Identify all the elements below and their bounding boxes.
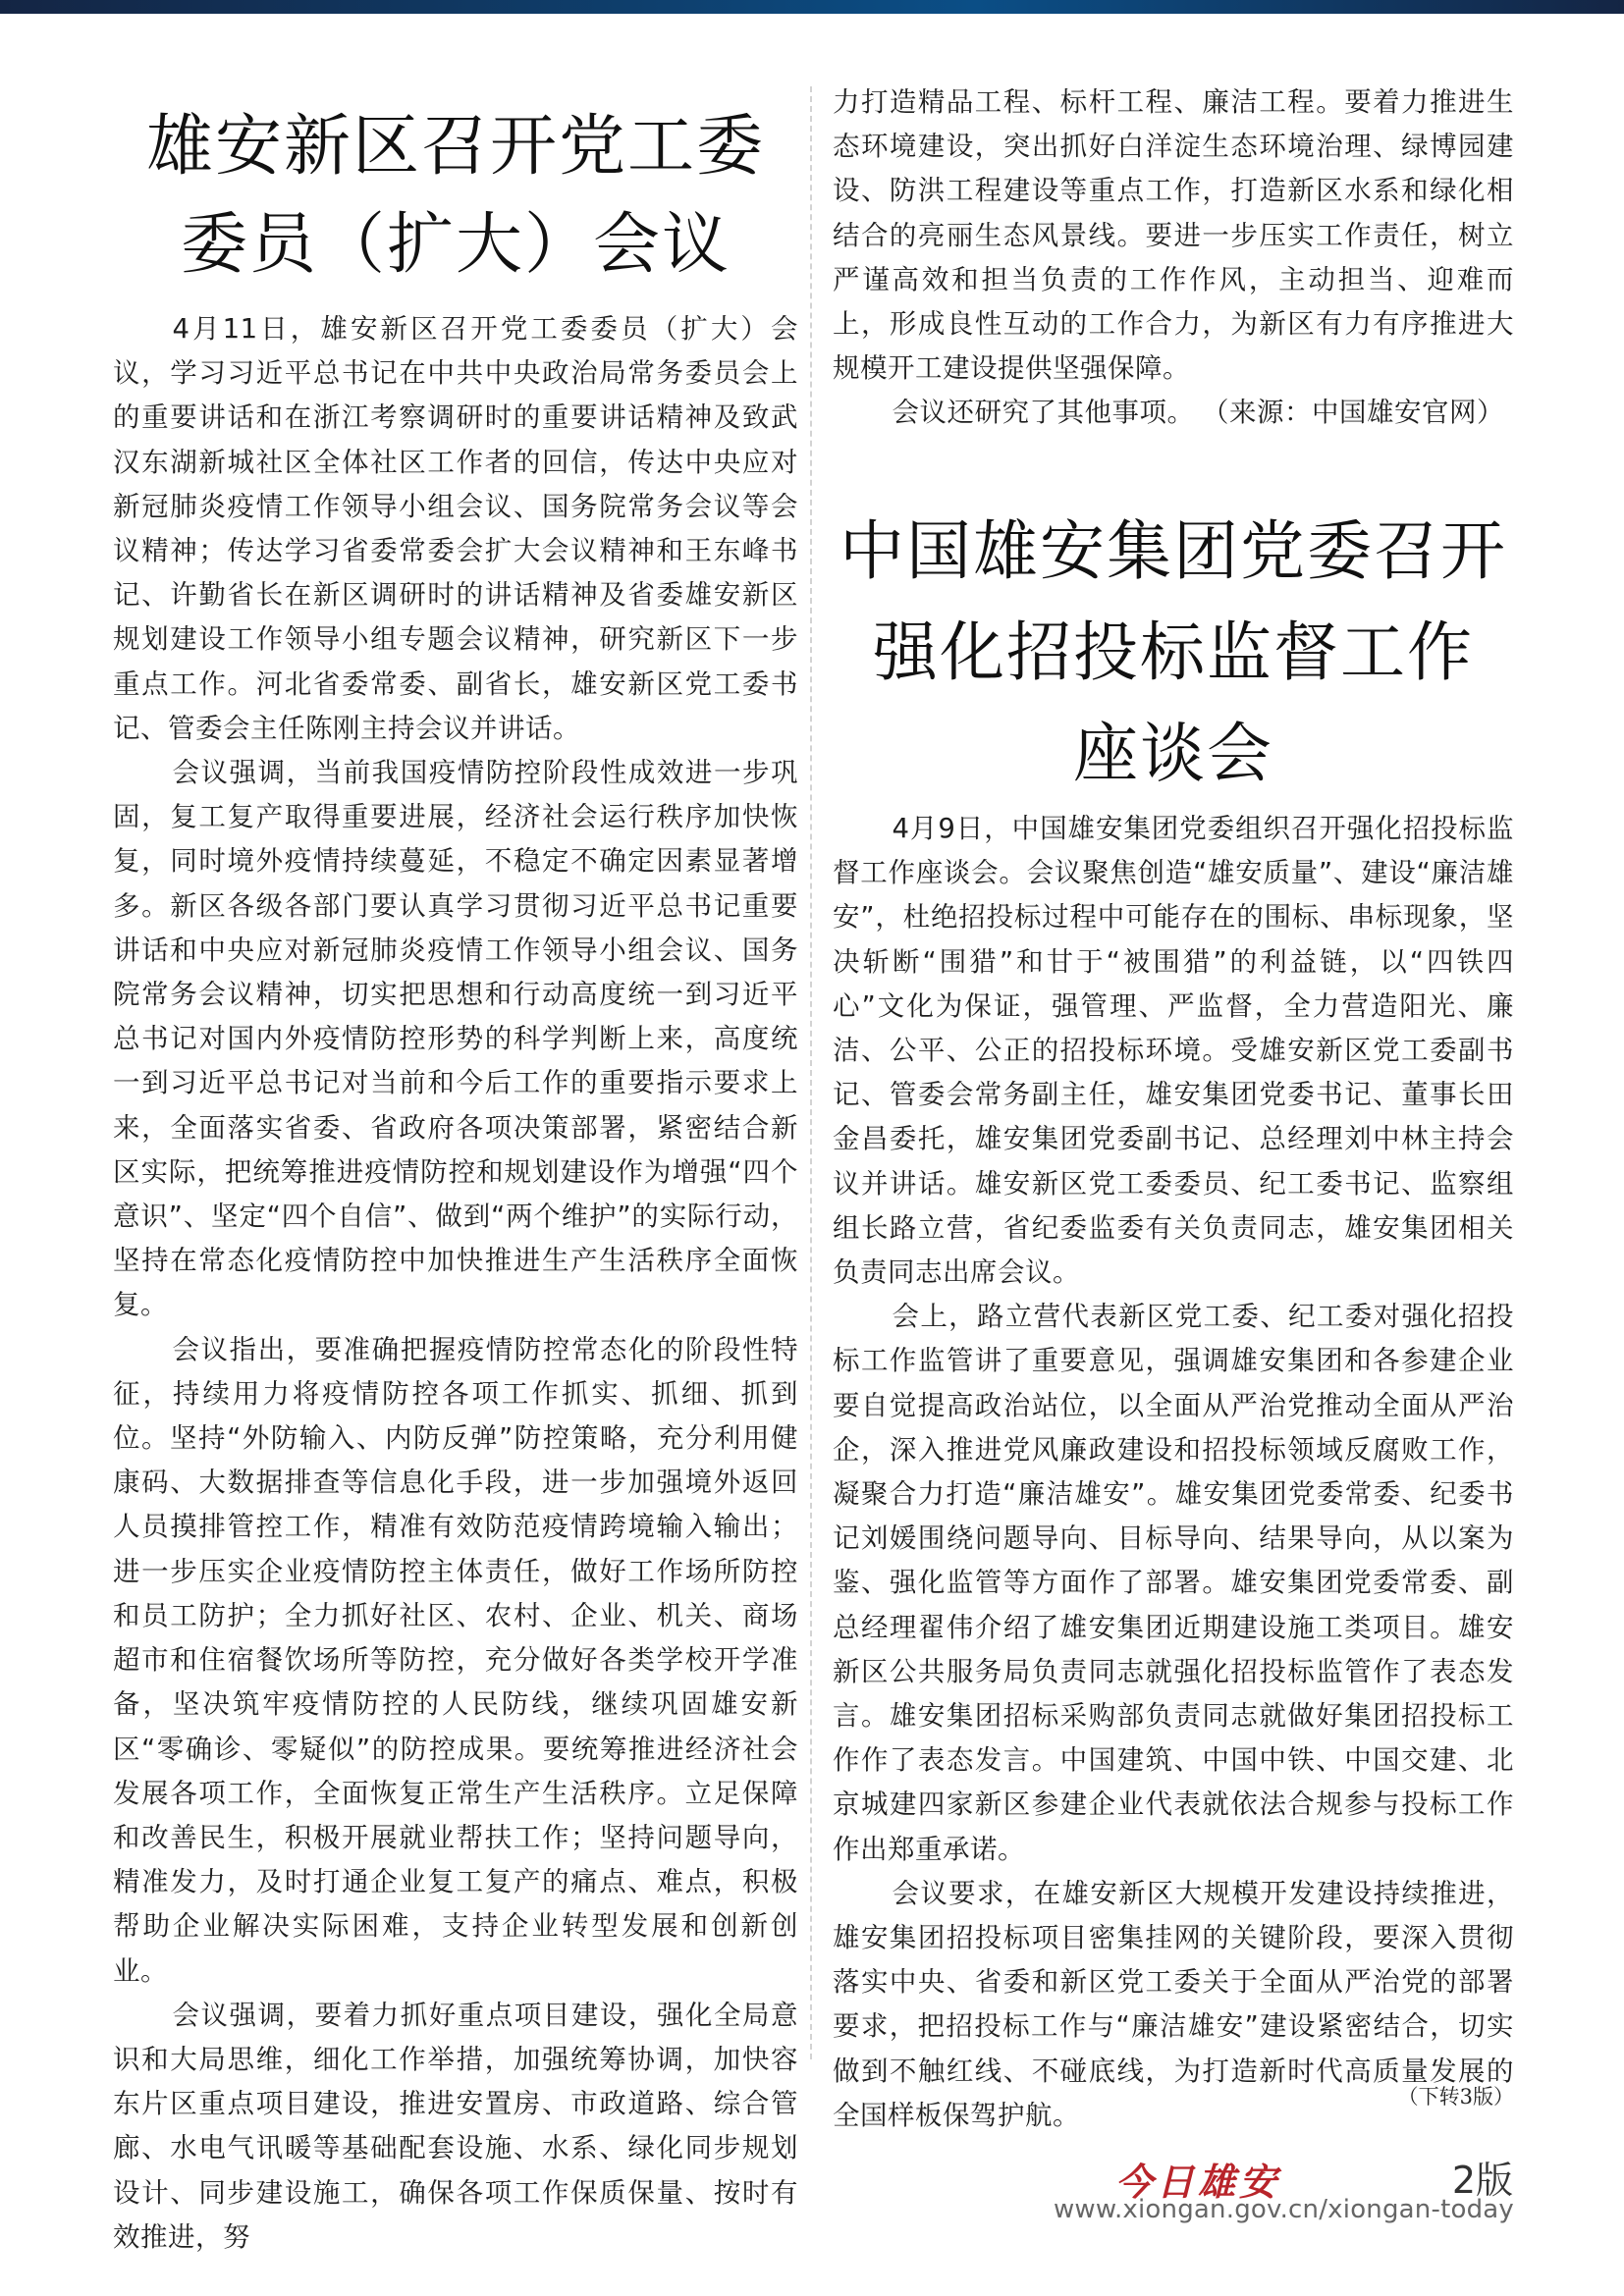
article-1-headline-line-1: 雄安新区召开党工委: [145, 108, 765, 186]
article-1-paragraph: 4月11日，雄安新区召开党工委委员（扩大）会议，学习习近平总书记在中共中央政治局常务委员会上的重要讲话和在浙江考察调研时的重要讲话精神及致武汉东湖新城社区全体社区工作者的回信，传达中央应对新冠肺炎疫情工作领导小组会议、国务院常务会议等会议精神；传达学习省委常委会扩大会议精神和王东峰书记、许勤省长在新区调研时的讲话精神及省委雄安新区规划建设工作领导小组专题会议精神，研究新区下一步重点工作。河北省委常委、副省长，雄安新区党工委书记、管委会主任陈刚主持会议并讲话。: [113, 313, 798, 744]
article-2-paragraph: 会议要求，在雄安新区大规模开发建设持续推进，雄安集团招投标项目密集挂网的关键阶段，要深入贯彻落实中央、省委和新区党工委关于全面从严治党的部署要求，把招投标工作与“廉洁雄安”建设紧密结合，切实做到不触红线、不碰底线，为打造新时代高质量发展的全国样板保驾护航。: [833, 1877, 1514, 2131]
article-1-closing-text: 会议还研究了其他事项。: [892, 397, 1195, 429]
article-1-paragraph: 会议强调，当前我国疫情防控阶段性成效进一步巩固，复工复产取得重要进展，经济社会运行秩序加快恢复，同时境外疫情持续蔓延，不稳定不确定因素显著增多。新区各级各部门要认真学习贯彻习近平总书记重要讲话和中央应对新冠肺炎疫情工作领导小组会议、国务院常务会议精神，切实把思想和行动高度统一到习近平总书记对国内外疫情防控形势的科学判断上来，高度统一到习近平总书记对当前和今后工作的重要指示要求上来，全面落实省委、省政府各项决策部署，紧密结合新区实际，把统筹推进疫情防控和规划建设作为增强“四个意识”、坚定“四个自信”、做到“两个维护”的实际行动，坚持在常态化疫情防控中加快推进生产生活秩序全面恢复。: [113, 757, 798, 1321]
article-2-body: [833, 807, 1514, 2138]
article-1-body-continuation: [833, 80, 1514, 436]
article-2-headline: [833, 501, 1514, 804]
article-1-paragraph: 会议指出，要准确把握疫情防控常态化的阶段性特征，持续用力将疫情防控各项工作抓实、抓细、抓到位。坚持“外防输入、内防反弹”防控策略，充分利用健康码、大数据排查等信息化手段，进一步加强境外返回人员摸排管控工作，精准有效防范疫情跨境输入输出；进一步压实企业疫情防控主体责任，做好工作场所防控和员工防护；全力抓好社区、农村、企业、机关、商场超市和住宿餐饮场所等防控，充分做好各类学校开学准备，坚决筑牢疫情防控的人民防线，继续巩固雄安新区“零确诊、零疑似”的防控成果。要统筹推进经济社会发展各项工作，全面恢复正常生产生活秩序。立足保障和改善民生，积极开展就业帮扶工作；坚持问题导向，精准发力，及时打通企业复工复产的痛点、难点，积极帮助企业解决实际困难，支持企业转型发展和创新创业。: [113, 1333, 798, 1987]
article-2-headline-line-3: 座谈会: [1073, 716, 1273, 791]
article-1-headline: [113, 98, 798, 294]
article-2-headline-line-1: 中国雄安集团党委召开: [839, 513, 1507, 589]
article-2-headline-line-2: 强化招投标监督工作: [873, 614, 1474, 690]
website-url[interactable]: www.xiongan.gov.cn/xiongan-today: [1053, 2195, 1514, 2224]
article-1-paragraph: 会议强调，要着力抓好重点项目建设，强化全局意识和大局思维，细化工作举措，加强统筹协调，加快容东片区重点项目建设，推进安置房、市政道路、综合管廊、水电气讯暖等基础配套设施、水系、绿化同步规划设计、同步建设施工，确保各项工作保质保量、按时有效推进，努: [113, 1999, 798, 2253]
article-1-closing-line: [833, 391, 1514, 435]
page-number: 2版: [1451, 2159, 1513, 2202]
article-2-paragraph: 4月9日，中国雄安集团党委组织召开强化招投标监督工作座谈会。会议聚焦创造“雄安质量”、建设“廉洁雄安”，杜绝招投标过程中可能存在的围标、串标现象，坚决斩断“围猎”和甘于“被围猎”的利益链，以“四铁四心”文化为保证，强管理、严监督，全力营造阳光、廉洁、公平、公正的招投标环境。受雄安新区党工委副书记、管委会常务副主任，雄安集团党委书记、董事长田金昌委托，雄安集团党委副书记、总经理刘中林主持会议并讲话。雄安新区党工委委员、纪工委书记、监察组组长路立营，省纪委监委有关负责同志，雄安集团相关负责同志出席会议。: [833, 813, 1514, 1289]
article-1-continuation-paragraph: 力打造精品工程、标杆工程、廉洁工程。要着力推进生态环境建设，突出抓好白洋淀生态环境治理、绿博园建设、防洪工程建设等重点工作，打造新区水系和绿化相结合的亮丽生态风景线。要进一步压实工作责任，树立严谨高效和担当负责的工作作风，主动担当、迎难而上，形成良性互动的工作合力，为新区有力有序推进大规模开工建设提供坚强保障。: [833, 86, 1514, 385]
column-divider: [810, 86, 812, 2059]
article-1-source: （来源：中国雄安官网）: [1202, 397, 1504, 429]
top-banner-bar: [0, 0, 1624, 14]
newspaper-logo: 今日雄安: [1115, 2160, 1281, 2204]
article-1-headline-line-2: 委员（扩大）会议: [180, 206, 731, 284]
article-1-body-left-column: [113, 307, 798, 2260]
continued-on-page-note: （下转3版）: [1397, 2085, 1514, 2109]
article-2-paragraph: 会上，路立营代表新区党工委、纪工委对强化招投标工作监管讲了重要意见，强调雄安集团和各参建企业要自觉提高政治站位，以全面从严治党推动全面从严治企，深入推进党风廉政建设和招投标领域反腐败工作，凝聚合力打造“廉洁雄安”。雄安集团党委常委、纪委书记刘媛围绕问题导向、目标导向、结果导向，从以案为鉴、强化监管等方面作了部署。雄安集团党委常委、副总经理翟伟介绍了雄安集团近期建设施工类项目。雄安新区公共服务局负责同志就强化招投标监管作了表态发言。雄安集团招标采购部负责同志就做好集团招投标工作作了表态发言。中国建筑、中国中铁、中国交建、北京城建四家新区参建企业代表就依法合规参与投标工作作出郑重承诺。: [833, 1301, 1514, 1865]
